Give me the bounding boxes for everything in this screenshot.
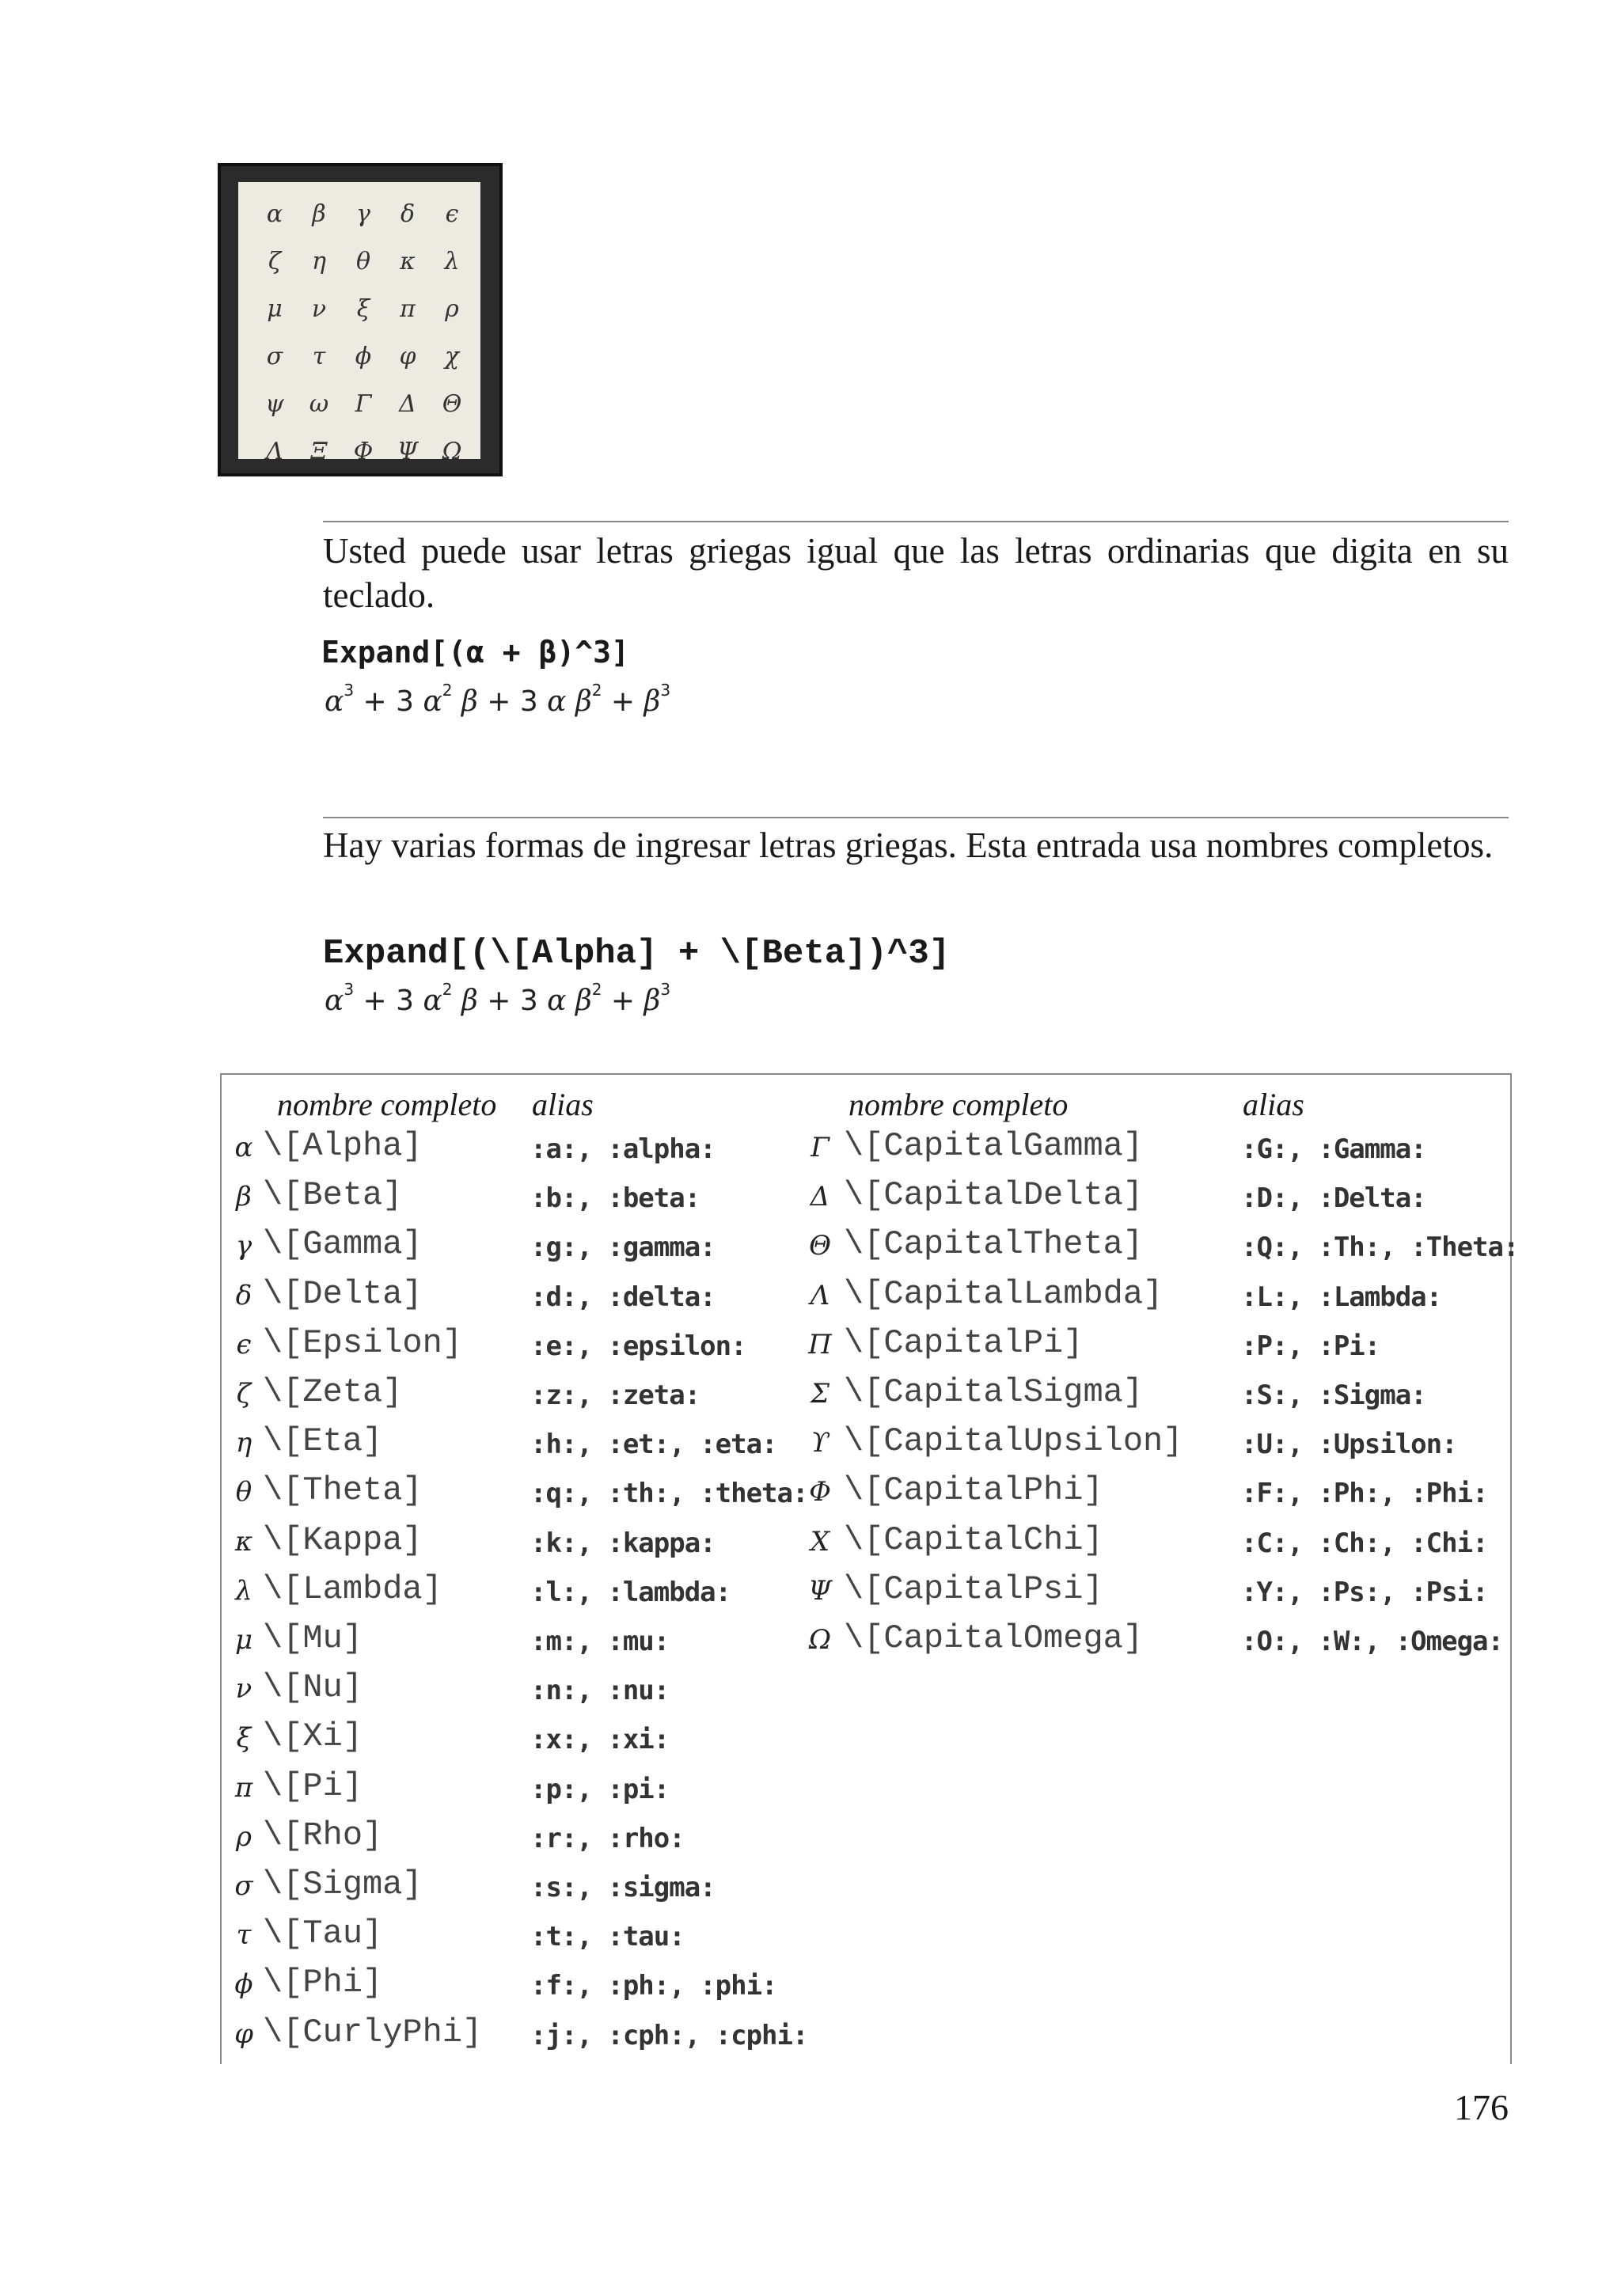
palette-letter-button[interactable]: ϕ [355, 342, 372, 370]
greek-symbol: φ [234, 2017, 253, 2050]
alias-list: :h:, :et:, :eta: [530, 1429, 777, 1461]
greek-symbol: λ [235, 1574, 252, 1607]
full-name: \[Xi] [263, 1717, 363, 1756]
full-name: \[Beta] [263, 1176, 403, 1215]
palette-letter-button[interactable]: σ [266, 342, 283, 370]
full-name: \[Rho] [263, 1816, 383, 1854]
alias-list: :a:, :alpha: [530, 1133, 716, 1165]
header-full-name-right: nombre completo [848, 1087, 1069, 1122]
full-name: \[Pi] [263, 1767, 363, 1805]
greek-names-table [220, 1073, 1519, 2064]
palette-letter-button[interactable]: β [312, 199, 326, 228]
full-name: \[CapitalPsi] [844, 1569, 1103, 1608]
alias-list: :Y:, :Ps:, :Psi: [1241, 1576, 1488, 1608]
full-name: \[Alpha] [263, 1127, 423, 1165]
full-name: \[Kappa] [263, 1520, 423, 1559]
alias-list: :g:, :gamma: [530, 1231, 716, 1264]
palette-letter-button[interactable]: η [312, 247, 326, 275]
alias-list: :q:, :th:, :theta: [530, 1478, 808, 1510]
palette-letter-button[interactable]: Ψ [397, 437, 419, 465]
greek-symbol: α [234, 1132, 253, 1163]
full-name: \[CapitalSigma] [844, 1373, 1144, 1411]
palette-letter-button[interactable]: ψ [265, 389, 284, 418]
palette-letter-button[interactable]: θ [355, 247, 371, 275]
palette-letter-button[interactable]: Θ [442, 389, 462, 418]
greek-symbol: Θ [809, 1230, 831, 1262]
alias-list: :C:, :Ch:, :Chi: [1241, 1527, 1488, 1559]
section1-input-cell[interactable]: Expand[(α + β)^3] [321, 635, 629, 670]
alias-list: :t:, :tau: [530, 1921, 685, 1953]
greek-palette-grid [252, 190, 474, 475]
greek-symbol: ξ [236, 1722, 252, 1755]
alias-list: :z:, :zeta: [530, 1379, 700, 1411]
alias-list: :S:, :Sigma: [1241, 1379, 1426, 1411]
greek-symbol: Χ [810, 1525, 830, 1558]
palette-letter-button[interactable]: є [445, 199, 459, 228]
palette-letter-button[interactable]: φ [399, 342, 416, 370]
page-number: 176 [1454, 2087, 1509, 2127]
section2-text: Hay varias formas de ingresar letras griegas. Esta entrada usa nombres completos. [323, 825, 1494, 865]
alias-list: :m:, :mu: [530, 1626, 670, 1657]
greek-symbol: Λ [810, 1279, 830, 1311]
full-name: \[CapitalGamma] [844, 1127, 1144, 1165]
full-name: \[CapitalOmega] [844, 1619, 1144, 1657]
alias-list: :U:, :Upsilon: [1241, 1429, 1457, 1461]
greek-symbol: ϕ [234, 1968, 253, 2001]
full-name: \[Sigma] [263, 1865, 423, 1903]
greek-symbol: δ [235, 1279, 252, 1311]
alias-list: :r:, :rho: [530, 1822, 685, 1854]
header-alias-left: alias [532, 1087, 594, 1122]
alias-list: :s:, :sigma: [530, 1872, 716, 1903]
greek-symbol: ν [235, 1673, 252, 1706]
section-divider [323, 521, 1509, 522]
full-name: \[Phi] [263, 1964, 383, 2002]
section2-input-cell[interactable]: Expand[(\[Alpha] + \[Beta])^3] [323, 934, 951, 973]
full-name: \[Epsilon] [263, 1323, 463, 1362]
full-name: \[CurlyPhi] [263, 2013, 483, 2051]
palette-letter-button[interactable]: Φ [353, 437, 374, 465]
section1-output-cell: $\alpha^3 + 3$ $\alpha^2$ β + 3 α $\beta^2 + \beta^3$ [325, 681, 671, 718]
greek-symbol: Γ [810, 1132, 829, 1163]
palette-letter-button[interactable]: λ [444, 247, 460, 275]
greek-symbol: ϒ [810, 1427, 829, 1459]
palette-letter-button[interactable]: ρ [445, 294, 459, 323]
greek-symbol: η [235, 1427, 252, 1459]
full-name: \[CapitalPi] [844, 1323, 1084, 1362]
full-name: \[Delta] [263, 1274, 423, 1313]
full-name: \[Zeta] [263, 1373, 403, 1411]
alias-list: :l:, :lambda: [530, 1576, 731, 1608]
greek-symbol: θ [235, 1476, 252, 1509]
full-name: \[Theta] [263, 1471, 423, 1510]
alias-list: :p:, :pi: [530, 1773, 670, 1805]
greek-symbol: π [234, 1771, 253, 1804]
palette-letter-button[interactable]: ζ [268, 247, 282, 275]
header-alias-right: alias [1243, 1087, 1304, 1122]
alias-list: :F:, :Ph:, :Phi: [1241, 1478, 1488, 1510]
palette-letter-button[interactable]: χ [444, 342, 460, 370]
greek-symbol: Σ [810, 1378, 830, 1410]
alias-list: :D:, :Delta: [1241, 1182, 1426, 1215]
greek-symbol: ζ [236, 1378, 252, 1410]
palette-letter-button[interactable]: κ [400, 247, 416, 275]
alias-list: :Q:, :Th:, :Theta: [1241, 1231, 1519, 1264]
greek-symbol: κ [234, 1525, 253, 1558]
palette-letter-button[interactable]: Δ [399, 389, 416, 418]
section-divider [323, 817, 1509, 818]
greek-palette [218, 163, 503, 476]
alias-list: :e:, :epsilon: [530, 1330, 746, 1362]
greek-symbol: Ω [808, 1624, 832, 1656]
full-name: \[Lambda] [263, 1569, 442, 1608]
greek-symbol: є [236, 1328, 252, 1361]
full-name: \[Tau] [263, 1915, 383, 1953]
alias-list: :P:, :Pi: [1241, 1330, 1380, 1362]
alias-list: :x:, :xi: [530, 1724, 670, 1756]
greek-symbol: σ [234, 1870, 253, 1902]
palette-letter-button[interactable]: ξ [356, 294, 370, 323]
alias-list: :L:, :Lambda: [1241, 1281, 1442, 1313]
header-full-name-left: nombre completo [277, 1087, 497, 1122]
palette-letter-button[interactable]: ω [309, 389, 329, 418]
palette-letter-button[interactable]: ν [311, 294, 327, 323]
greek-symbol: ρ [236, 1820, 252, 1853]
palette-letter-button[interactable]: γ [356, 199, 370, 228]
palette-letter-button[interactable]: δ [400, 199, 416, 228]
palette-letter-button[interactable]: τ [312, 342, 326, 370]
alias-list: :n:, :nu: [530, 1675, 670, 1707]
palette-letter-button[interactable]: μ [267, 294, 283, 323]
full-name: \[CapitalTheta] [844, 1225, 1144, 1264]
palette-letter-button[interactable]: Ω [442, 437, 462, 465]
alias-list: :f:, :ph:, :phi: [530, 1970, 777, 2002]
full-name: \[CapitalLambda] [844, 1274, 1164, 1313]
full-name: \[CapitalPhi] [844, 1471, 1103, 1510]
palette-letter-button[interactable]: Ξ [310, 437, 328, 465]
full-name: \[Eta] [263, 1422, 383, 1461]
greek-symbol: Π [808, 1328, 832, 1361]
full-name: \[CapitalChi] [844, 1520, 1103, 1559]
palette-letter-button[interactable]: π [400, 294, 416, 323]
greek-symbol: Φ [809, 1476, 831, 1509]
alias-list: :b:, :beta: [530, 1182, 700, 1215]
greek-symbol: μ [234, 1624, 253, 1656]
alias-list: :d:, :delta: [530, 1281, 716, 1313]
greek-symbol: γ [235, 1230, 252, 1262]
alias-list: :G:, :Gamma: [1241, 1133, 1426, 1165]
section2-output-cell: $\alpha^3 + 3$ $\alpha^2$ β + 3 α $\beta^2 + \beta^3$ [325, 980, 671, 1017]
greek-symbol: Ψ [808, 1574, 832, 1607]
full-name: \[Gamma] [263, 1225, 423, 1264]
full-name: \[CapitalDelta] [844, 1176, 1144, 1215]
section1-text: Usted puede usar letras griegas igual que las letras ordinarias que digita en su teclado. [323, 531, 1509, 615]
greek-symbol: τ [236, 1919, 252, 1952]
greek-palette-panel [238, 182, 480, 465]
greek-symbol: β [236, 1181, 252, 1213]
palette-letter-button[interactable]: α [266, 199, 283, 228]
palette-letter-button[interactable]: Λ [266, 437, 283, 465]
full-name: \[Nu] [263, 1668, 363, 1707]
alias-list: :j:, :cph:, :cphi: [530, 2019, 808, 2051]
full-name: \[CapitalUpsilon] [844, 1422, 1183, 1461]
palette-letter-button[interactable]: Γ [355, 389, 372, 418]
alias-list: :k:, :kappa: [530, 1527, 716, 1559]
alias-list: :O:, :W:, :Omega: [1241, 1626, 1503, 1657]
greek-symbol: Δ [810, 1181, 830, 1213]
full-name: \[Mu] [263, 1619, 363, 1657]
